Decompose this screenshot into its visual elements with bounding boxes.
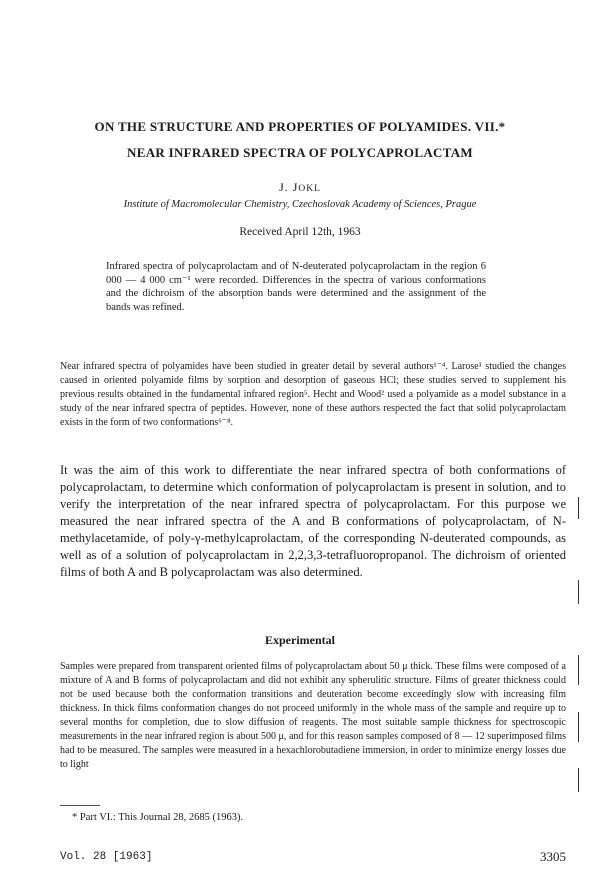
aim-paragraph: It was the aim of this work to differentiate the near infrared spectra of both conformations of polycaprolactam, to determine which conformation of polycaprolactam is present in solution, and to verify the interpretation of the near infrared spectra of polycaprolactam. For this purpose we measured the near infrared spectra of the A and B conformations of polycaprolactam, of N-methylacetamide, of poly-γ-methylcaprolactam, of the corresponding N-deuterated compounds, as well as of a solution of polycaprolactam in 2,2,3,3-tetrafluoropropanol. The dichroism of oriented films of both A and B polycaprolactam was also determined. <box>60 463 566 579</box>
article-title-line-1: ON THE STRUCTURE AND PROPERTIES OF POLYAMIDES. VII.* <box>94 119 506 134</box>
margin-mark <box>578 655 579 685</box>
intro-paragraph: Near infrared spectra of polyamides have been studied in greater detail by several authors¹⁻⁴. Larose¹ studied the changes caused in oriented polyamide films by sorption and desorption of gaseous HCl; these studies served to supplement his previous results obtained in the fundamental infrared region⁵. Hecht and Wood² used a polyamide as a model substance in a study of the near infrared spectra of peptides. However, none of these authors respected the fact that solid polycaprolactam exists in the form of two conformations⁶⁻⁸. <box>60 361 566 428</box>
section-heading-experimental: Experimental <box>265 633 335 647</box>
experimental-paragraph: Samples were prepared from transparent oriented films of polycaprolactam about 50 μ thick. These films were composed of a mixture of A and B forms of polycaprolactam and did not exhibit any spherulitic structure. Films of greater thickness could not be used because both the conformation transitions and deuteration become exceedingly slow with increasing film thickness. In thick films conformation changes do not proceed uniformly in the whole mass of the sample and require up to several months for completion, due to slow diffusion of reagents. The most suitable sample thickness for spectroscopic measurements in the near infrared region is about 500 μ, and for this reason samples composed of 8 — 12 superimposed films had to be measured. The samples were measured in a hexachlorobutadiene immersion, in order to minimize energy losses due to light <box>60 661 566 770</box>
footnote-text: * Part VI.: This Journal 28, 2685 (1963). <box>72 812 244 823</box>
author-initial: J. J <box>279 180 299 194</box>
volume-label: Vol. 28 [1963] <box>60 851 153 863</box>
margin-mark <box>578 580 579 604</box>
margin-mark <box>578 712 579 742</box>
article-title-line-2: NEAR INFRARED SPECTRA OF POLYCAPROLACTAM <box>127 145 473 160</box>
author-name-smallcaps: OKL <box>298 184 321 194</box>
margin-mark <box>578 768 579 792</box>
page-number: 3305 <box>540 849 566 864</box>
margin-mark <box>578 497 579 519</box>
received-date: Received April 12th, 1963 <box>239 226 361 238</box>
footnote-divider <box>60 805 100 806</box>
author-name <box>0 180 600 195</box>
abstract-paragraph: Infrared spectra of polycaprolactam and of N-deuterated polycaprolactam in the region 6 000 — 4 000 cm⁻¹ were recorded. Differences in the spectra of various conformations and the dichroism of the absorption bands were determined and the assignment of the bands was refined. <box>106 261 486 313</box>
author-affiliation: Institute of Macromolecular Chemistry, Czechoslovak Academy of Sciences, Prague <box>123 199 477 210</box>
